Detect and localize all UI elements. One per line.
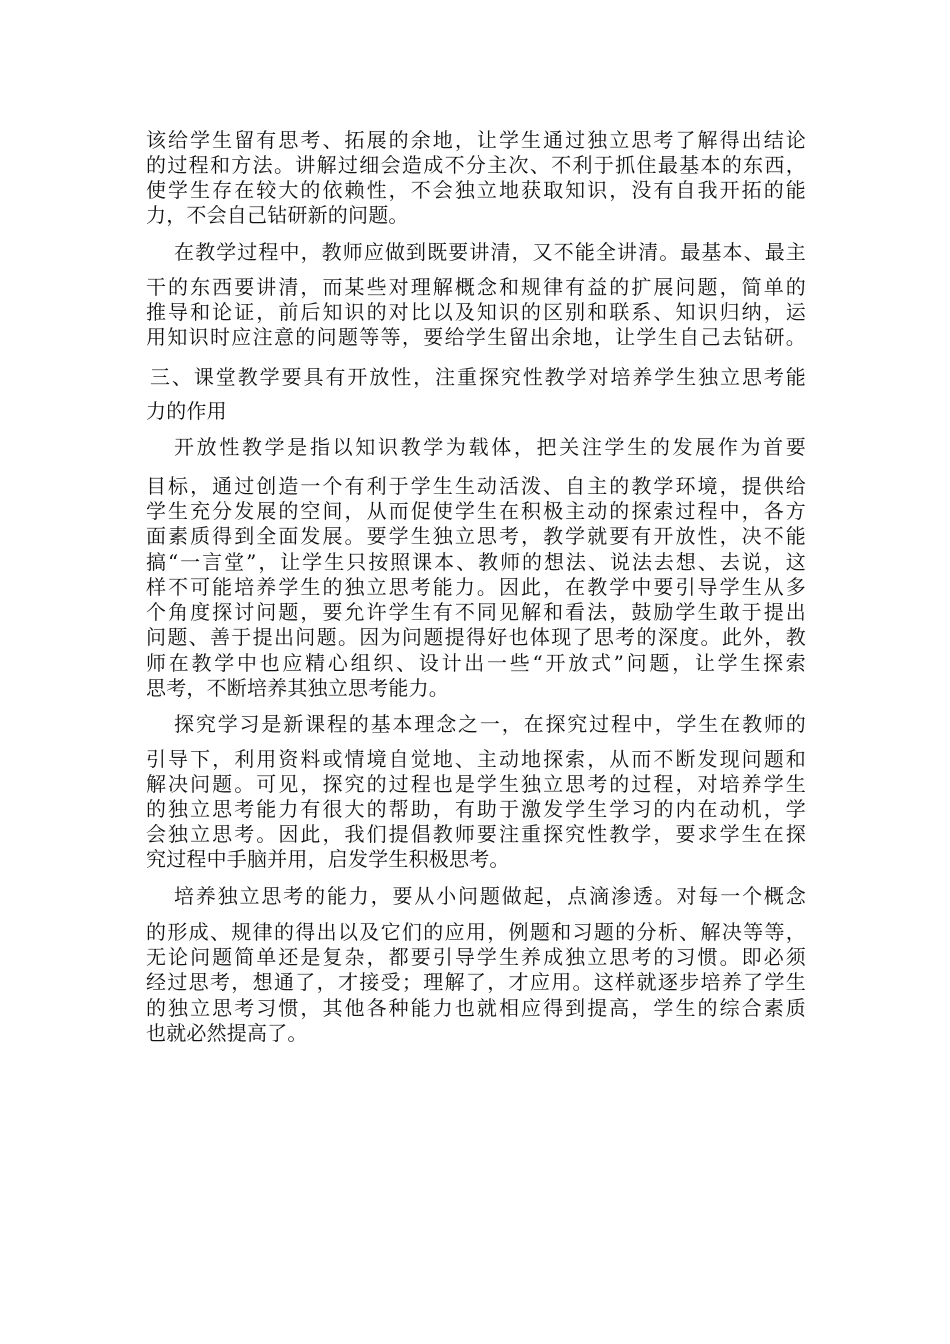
- text-line: 引导下，利用资料或情境自觉地、主动地探索，从而不断发现问题和: [146, 747, 806, 771]
- text-line: 探究学习是新课程的基本理念之一，在探究过程中，学生在教师的: [174, 712, 806, 736]
- text-line: 思考，不断培养其独立思考能力。: [146, 676, 449, 700]
- text-line: 在教学过程中，教师应做到既要讲清，又不能全讲清。最基本、最主: [174, 240, 806, 264]
- text-line: 使学生存在较大的依赖性，不会独立地获取知识，没有自我开拓的能: [146, 178, 806, 202]
- heading-line: 三、课堂教学要具有开放性，注重探究性教学对培养学生独立思考能: [150, 365, 806, 389]
- heading-line: 力的作用: [146, 399, 227, 423]
- text-line: 也就必然提高了。: [146, 1021, 308, 1045]
- text-line: 的独立思考能力有很大的帮助，有助于激发学生学习的内在动机，学: [146, 797, 806, 821]
- text-line: 问题、善于提出问题。因为问题提得好也体现了思考的深度。此外，教: [146, 625, 806, 649]
- text-line: 无论问题简单还是复杂，都要引导学生养成独立思考的习惯。即必须: [146, 945, 806, 969]
- text-line: 经过思考，想通了，才接受；理解了，才应用。这样就逐步培养了学生: [146, 970, 806, 994]
- text-line: 解决问题。可见，探究的过程也是学生独立思考的过程，对培养学生: [146, 772, 806, 796]
- text-line: 干的东西要讲清，而某些对理解概念和规律有益的扩展问题，简单的: [146, 275, 806, 299]
- text-line: 用知识时应注意的问题等等，要给学生留出余地，让学生自己去钻研。: [146, 325, 806, 349]
- text-line: 学生充分发展的空间，从而促使学生在积极主动的探索过程中，各方: [146, 499, 806, 523]
- text-line: 究过程中手脑并用，启发学生积极思考。: [146, 847, 510, 871]
- text-line: 的过程和方法。讲解过细会造成不分主次、不利于抓住最基本的东西，: [146, 153, 806, 177]
- text-line: 该给学生留有思考、拓展的余地，让学生通过独立思考了解得出结论: [146, 128, 806, 152]
- text-line: 的独立思考习惯，其他各种能力也就相应得到提高，学生的综合素质: [146, 996, 806, 1020]
- text-line: 会独立思考。因此，我们提倡教师要注重探究性教学，要求学生在探: [146, 822, 806, 846]
- text-line: 样不可能培养学生的独立思考能力。因此，在教学中要引导学生从多: [146, 575, 806, 599]
- text-line: 开放性教学是指以知识教学为载体，把关注学生的发展作为首要: [174, 435, 806, 459]
- text-line: 的形成、规律的得出以及它们的应用，例题和习题的分析、解决等等，: [146, 920, 806, 944]
- text-line: 目标，通过创造一个有利于学生生动活泼、自主的教学环境，提供给: [146, 474, 806, 498]
- text-line: 推导和论证，前后知识的对比以及知识的区别和联系、知识归纳，运: [146, 300, 806, 324]
- text-line: 面素质得到全面发展。要学生独立思考，教学就要有开放性，决不能: [146, 524, 806, 548]
- text-line: 个角度探讨问题，要允许学生有不同见解和看法，鼓励学生敢于提出: [146, 600, 806, 624]
- text-line: 力，不会自己钻研新的问题。: [146, 203, 409, 227]
- text-line: 搞“一言堂”，让学生只按照课本、教师的想法、说法去想、去说，这: [146, 550, 806, 574]
- text-line: 师在教学中也应精心组织、设计出一些“开放式”问题，让学生探索: [146, 651, 806, 675]
- text-line: 培养独立思考的能力，要从小问题做起，点滴渗透。对每一个概念: [174, 884, 806, 908]
